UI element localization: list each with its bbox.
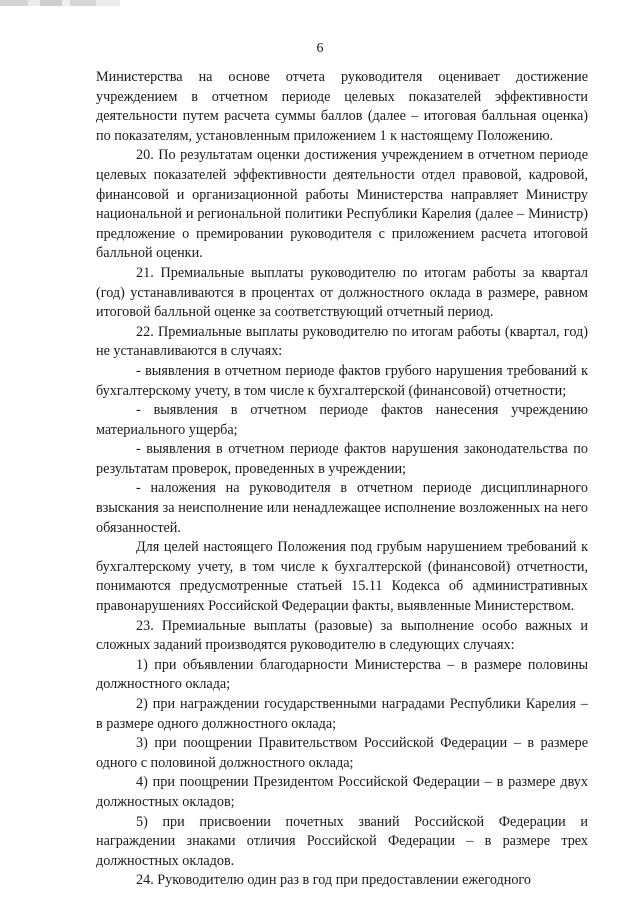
list-item: 3) при поощрении Правительством Российской Федерации – в размере одного с половиной должностного оклада; [96, 735, 588, 771]
paragraph: 22. Премиальные выплаты руководителю по итогам работы (квартал, год) не устанавливаются в случаях: [96, 323, 588, 360]
list-item: - выявления в отчетном периоде фактов нанесения учреждению материального ущерба; [96, 402, 588, 438]
paragraph: Министерства на основе отчета руководителя оценивает достижение учреждением в отчетном периоде целевых показателей эффективности деятельности путем расчета суммы баллов (далее – итоговая балльная оценка) по показателям, установленным приложением 1 к настоящему Положению. [96, 69, 588, 144]
paragraph: 24. Руководителю один раз в год при предоставлении ежегодного [136, 872, 531, 889]
list-item: - выявления в отчетном периоде фактов грубого нарушения требований к бухгалтерскому учету, в том числе к бухгалтерской (финансовой) отчетности; [96, 362, 588, 399]
list-item: 4) при поощрении Президентом Российской Федерации – в размере двух должностных окладов; [96, 774, 588, 810]
scan-artifact [0, 0, 120, 6]
list-item: 5) при присвоении почетных званий Российской Федерации и награждении знаками отличия Российской Федерации – в размере трех должностных окладов. [96, 813, 588, 869]
list-item: - выявления в отчетном периоде фактов нарушения законодательства по результатам проверок, проведенных в учреждении; [96, 441, 588, 477]
page-number: 6 [316, 41, 324, 56]
paragraph: 23. Премиальные выплаты (разовые) за выполнение особо важных и сложных заданий производятся руководителю в следующих случаях: [96, 617, 588, 654]
list-item: 2) при награждении государственными наградами Республики Карелия – в размере одного должностного оклада; [96, 696, 588, 732]
list-item: - наложения на руководителя в отчетном периоде дисциплинарного взыскания за неисполнение или ненадлежащее исполнение возложенных на него обязанностей. [96, 480, 588, 536]
document-body [96, 68, 588, 891]
paragraph: 20. По результатам оценки достижения учреждением в отчетном периоде целевых показателей эффективности деятельности отдел правовой, кадровой, финансовой и организационной работы Министерства направляет Министру национальной и региональной политики Республики Карелия (далее – Министр) предложение о премировании руководителя с приложением расчета итоговой балльной оценки. [96, 147, 588, 262]
paragraph: Для целей настоящего Положения под грубым нарушением требований к бухгалтерскому учету, в том числе к бухгалтерской (финансовой) отчетности, понимаются предусмотренные статьей 15.11 Кодекса об административных правонарушениях Российской Федерации факты, выявленные Министерством. [96, 539, 588, 615]
paragraph: 21. Премиальные выплаты руководителю по итогам работы за квартал (год) устанавливаются в процентах от должностного оклада в размере, равном итоговой балльной оценке за соответствующий отчетный период. [96, 264, 588, 321]
list-item: 1) при объявлении благодарности Министерства – в размере половины должностного оклада; [96, 656, 588, 693]
